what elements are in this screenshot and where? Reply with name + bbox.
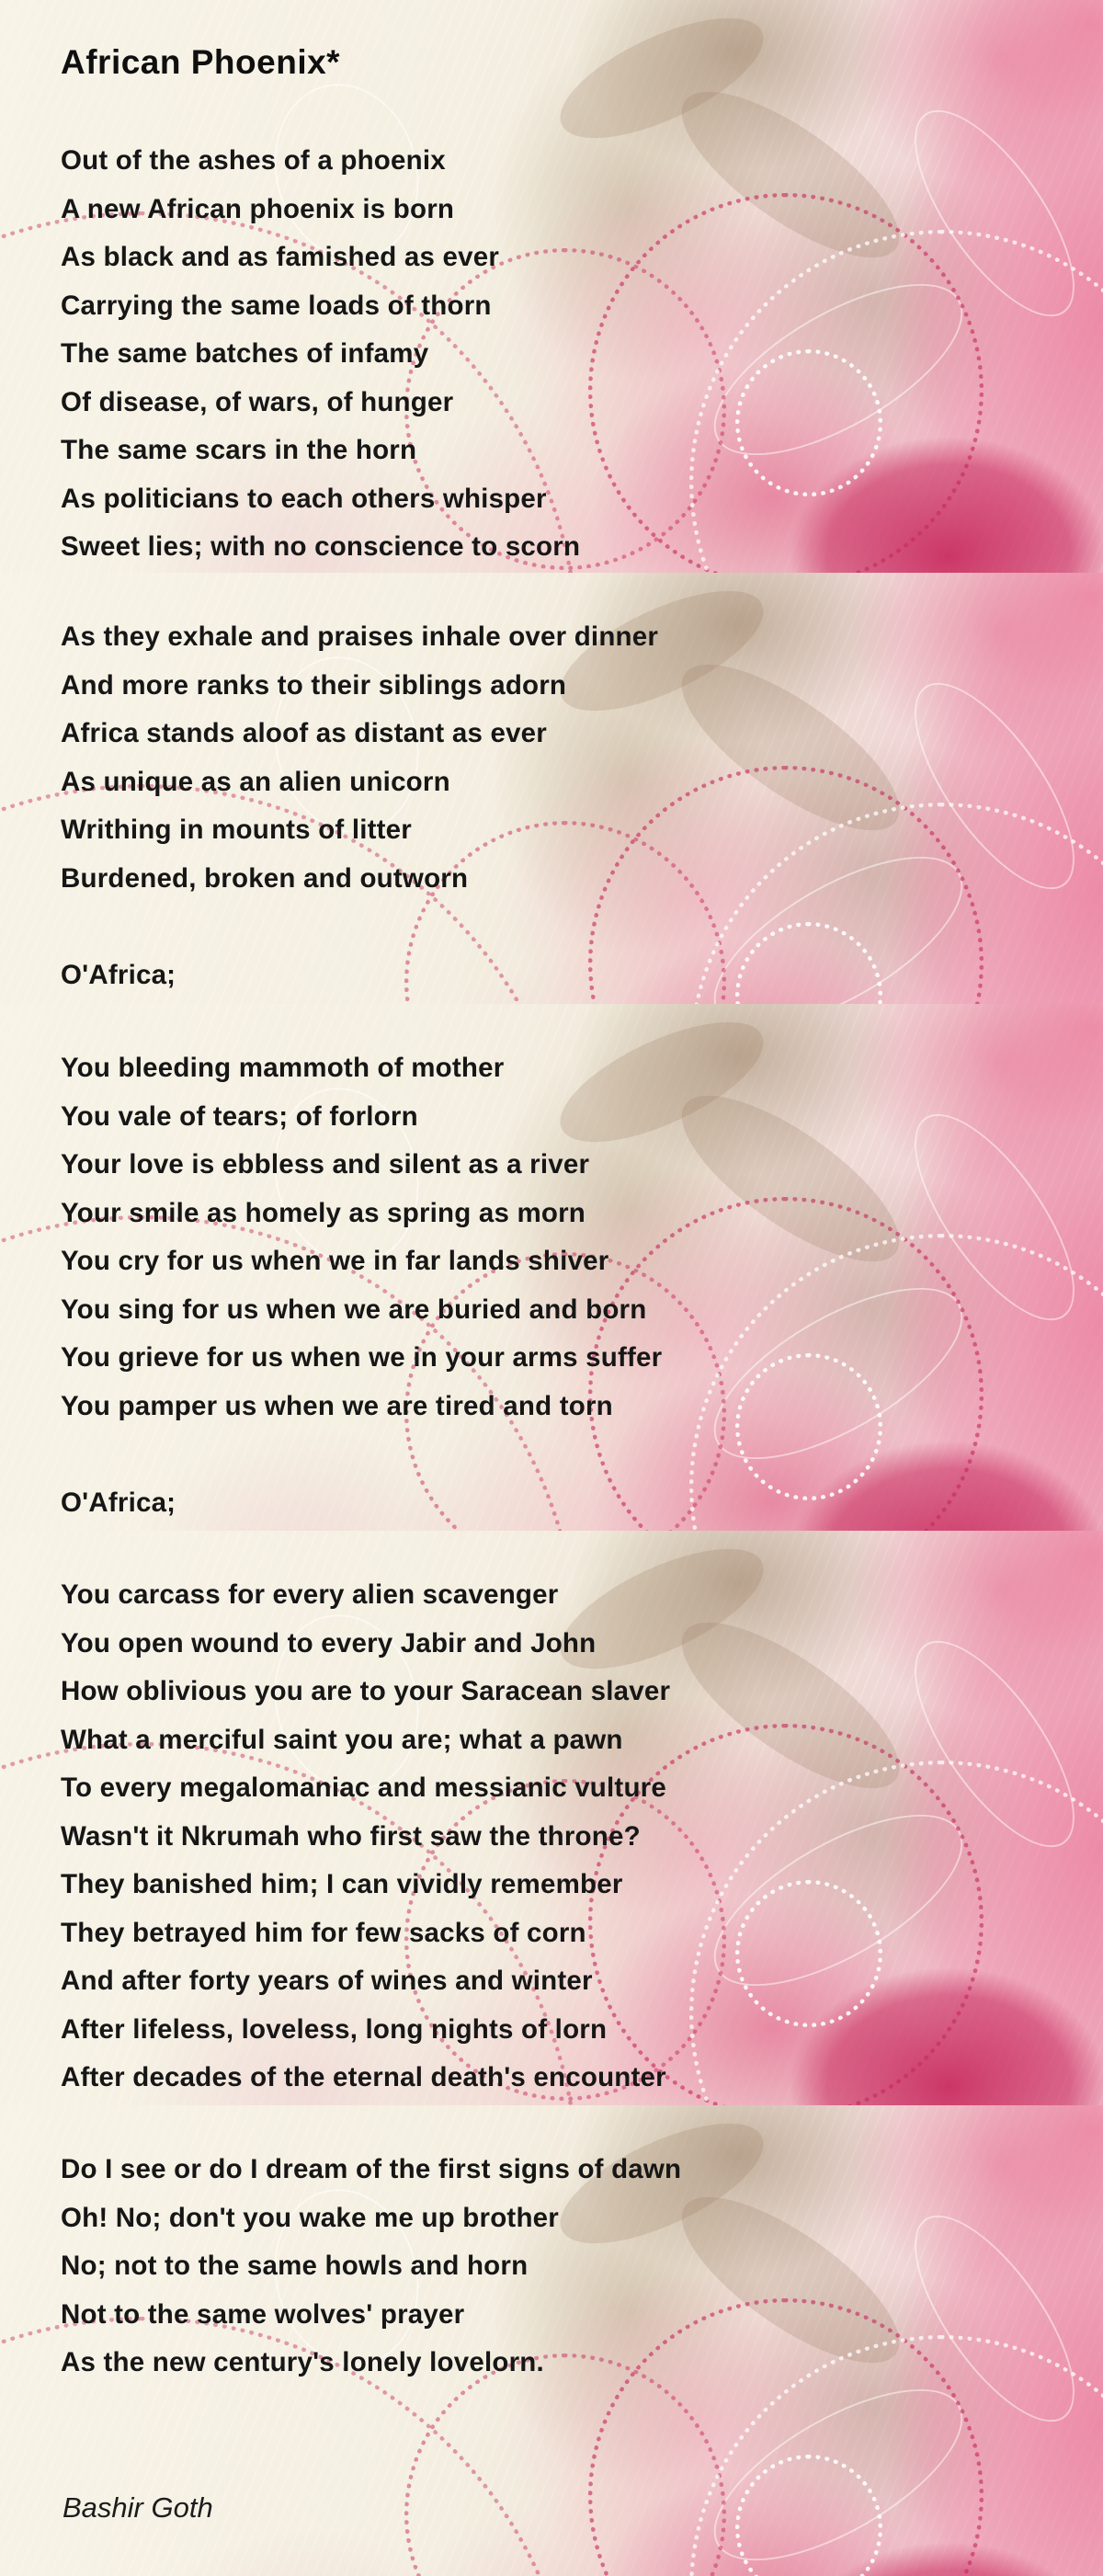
- poem-line: Of disease, of wars, of hunger: [61, 386, 454, 417]
- poem-line: Africa stands aloof as distant as ever: [61, 718, 547, 748]
- poem-line: O'Africa;: [61, 959, 176, 990]
- poem-line: Burdened, broken and outworn: [61, 862, 469, 894]
- poem-line: Writhing in mounts of litter: [61, 815, 412, 845]
- poem-title: African Phoenix*: [61, 43, 341, 81]
- poem-line: After decades of the eternal death's encounter: [61, 2062, 666, 2092]
- poem-line: You cry for us when we in far lands shiver: [61, 1246, 609, 1276]
- poem-line: The same scars in the horn: [61, 435, 417, 465]
- poem-line: And after forty years of wines and winter: [61, 1966, 593, 1996]
- poem-line: Sweet lies; with no conscience to scorn: [61, 531, 581, 562]
- poem-line: They betrayed him for few sacks of corn: [61, 1917, 586, 1948]
- stanza-lines: [61, 613, 1085, 999]
- poem-line: You pamper us when we are tired and torn: [61, 1390, 613, 1421]
- stanza-lines: [61, 1571, 1085, 2103]
- stanza-content: [0, 573, 1103, 999]
- stanza-section: [0, 0, 1103, 573]
- stanza-section: [0, 573, 1103, 1004]
- poem-line: They banished him; I can vividly remember: [61, 1869, 623, 1899]
- poem-line: You vale of tears; of forlorn: [61, 1100, 418, 1132]
- poem-line: You bleeding mammoth of mother: [61, 1053, 505, 1083]
- poem-line: After lifeless, loveless, long nights of lorn: [61, 2013, 608, 2045]
- poem-line: [61, 903, 1085, 952]
- poem-line: No; not to the same howls and horn: [61, 2251, 529, 2281]
- poem-line: Not to the same wolves' prayer: [61, 2298, 465, 2330]
- stanza-section: [0, 1531, 1103, 2105]
- poem-line: What a merciful saint you are; what a pawn: [61, 1724, 623, 1755]
- stanza-content: [0, 2105, 1103, 2532]
- stanza-section: [0, 1004, 1103, 1531]
- poem-line: As unique as an alien unicorn: [61, 766, 450, 797]
- poem-line: You sing for us when we are buried and born: [61, 1294, 647, 1325]
- poem-line: And more ranks to their siblings adorn: [61, 669, 567, 701]
- poem-line: You carcass for every alien scavenger: [61, 1579, 559, 1610]
- poem-line: Carrying the same loads of thorn: [61, 290, 492, 321]
- poem-line: You grieve for us when we in your arms suffer: [61, 1342, 663, 1373]
- stanza-content: [0, 0, 1103, 572]
- poem-line: As politicians to each others whisper: [61, 483, 547, 514]
- poem-line: To every megalomaniac and messianic vulture: [61, 1772, 666, 1803]
- poem-line: As the new century's lonely lovelorn.: [61, 2347, 544, 2377]
- poem-line: You open wound to every Jabir and John: [61, 1627, 597, 1658]
- poem-line: [61, 1430, 1085, 1479]
- poem-line: Wasn't it Nkrumah who first saw the throne?: [61, 1820, 641, 1852]
- poem-line: Your smile as homely as spring as morn: [61, 1197, 586, 1228]
- poem-line: O'Africa;: [61, 1487, 176, 1518]
- author-signature: Bashir Goth: [63, 2491, 213, 2524]
- poem-line: How oblivious you are to your Saracean slaver: [61, 1676, 671, 1706]
- stanza-content: [0, 1531, 1103, 2103]
- stanza-lines: [61, 1044, 1085, 1527]
- poem-line: A new African phoenix is born: [61, 193, 455, 224]
- poem-line: Your love is ebbless and silent as a river: [61, 1149, 590, 1180]
- stanza-content: [0, 1004, 1103, 1527]
- poem-line: As they exhale and praises inhale over dinner: [61, 621, 659, 652]
- stanza-section: [0, 2105, 1103, 2576]
- stanza-lines: [61, 137, 1085, 572]
- poem-line: As black and as famished as ever: [61, 242, 500, 272]
- poem-line: The same batches of infamy: [61, 338, 429, 369]
- poem-line: Out of the ashes of a phoenix: [61, 145, 446, 176]
- poem-line: Oh! No; don't you wake me up brother: [61, 2202, 559, 2233]
- poem-line: Do I see or do I dream of the first signs of dawn: [61, 2154, 682, 2184]
- stanza-lines: [61, 2146, 1085, 2388]
